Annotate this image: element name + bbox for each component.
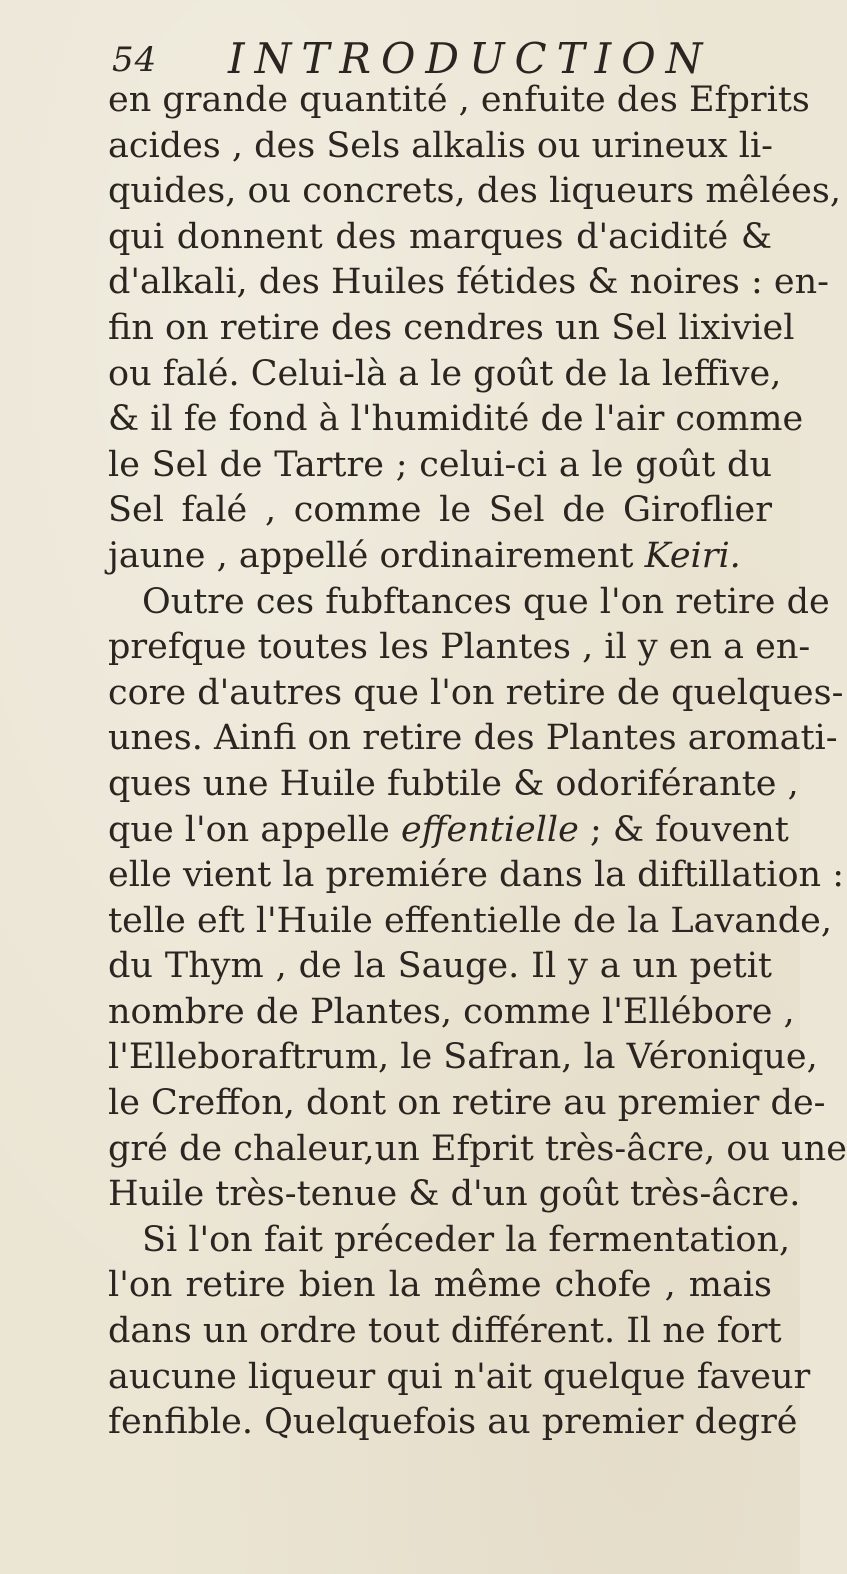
text-line: nombre de Plantes, comme l'Ellébore , (108, 991, 795, 1032)
text-line: aucune liqueur qui n'ait quelque faveur (108, 1356, 811, 1397)
text-segment: que l'on appelle (108, 809, 390, 850)
text-line: acides , des Sels alkalis ou urineux li- (108, 125, 773, 166)
page-number: 54 (112, 40, 158, 80)
text-line: dans un ordre tout différent. Il ne fort (108, 1311, 782, 1352)
running-title: INTRODUCTION (228, 34, 713, 83)
text-line: ques une Huile fubtile & odoriférante , (108, 763, 799, 804)
text-segment: jaune , appellé ordinairement (108, 535, 634, 576)
text-line: gré de chaleur,un Efprit très-âcre, ou une (108, 1128, 847, 1169)
text-line: le Creffon, dont on retire au premier de- (108, 1083, 826, 1124)
paragraph-start-line: Si l'on fait préceder la fermentation, (142, 1219, 791, 1260)
text-line: qui donnent des marques d'acidité & (108, 216, 772, 257)
paragraph-start-line: Outre ces fubftances que l'on retire de (142, 581, 830, 622)
text-line: le Sel de Tartre ; celui-ci a le goût du (108, 444, 772, 485)
text-line: du Thym , de la Sauge. Il y a un petit (108, 946, 772, 987)
text-line: fenfible. Quelquefois au premier degré (108, 1402, 798, 1443)
text-segment: ; & fouvent (589, 809, 789, 850)
text-line: prefque toutes les Plantes , il y en a en- (108, 627, 811, 668)
text-line: unes. Ainfi on retire des Plantes aromati- (108, 718, 838, 759)
text-line: quides, ou concrets, des liqueurs mêlées, (108, 171, 841, 212)
text-line: telle eft l'Huile effentielle de la Lavande, (108, 900, 832, 941)
text-line: fin on retire des cendres un Sel lixiviel (108, 307, 795, 348)
text-line: l'on retire bien la même chofe , mais (108, 1265, 772, 1306)
text-line: Huile très-tenue & d'un goût très-âcre. (108, 1174, 801, 1215)
text-line: en grande quantité , enfuite des Efprits (108, 80, 810, 120)
text-line: ou falé. Celui-là a le goût de la leffive, (108, 353, 782, 394)
text-line: core d'autres que l'on retire de quelques- (108, 672, 844, 713)
text-line (108, 534, 772, 580)
text-line: l'Elleboraftrum, le Safran, la Véronique, (108, 1037, 818, 1078)
text-line: Sel falé , comme le Sel de Giroflier (108, 490, 772, 531)
text-line: & il fe fond à l'humidité de l'air comme (108, 399, 804, 440)
text-line (108, 808, 789, 854)
body-text (108, 78, 847, 1446)
text-line: d'alkali, des Huiles fétides & noires : en- (108, 262, 830, 303)
italic-word-essentielle: effentielle (400, 809, 579, 850)
text-line: elle vient la premiére dans la diftillation : (108, 855, 844, 896)
italic-word-keiri: Keiri. (644, 535, 741, 576)
